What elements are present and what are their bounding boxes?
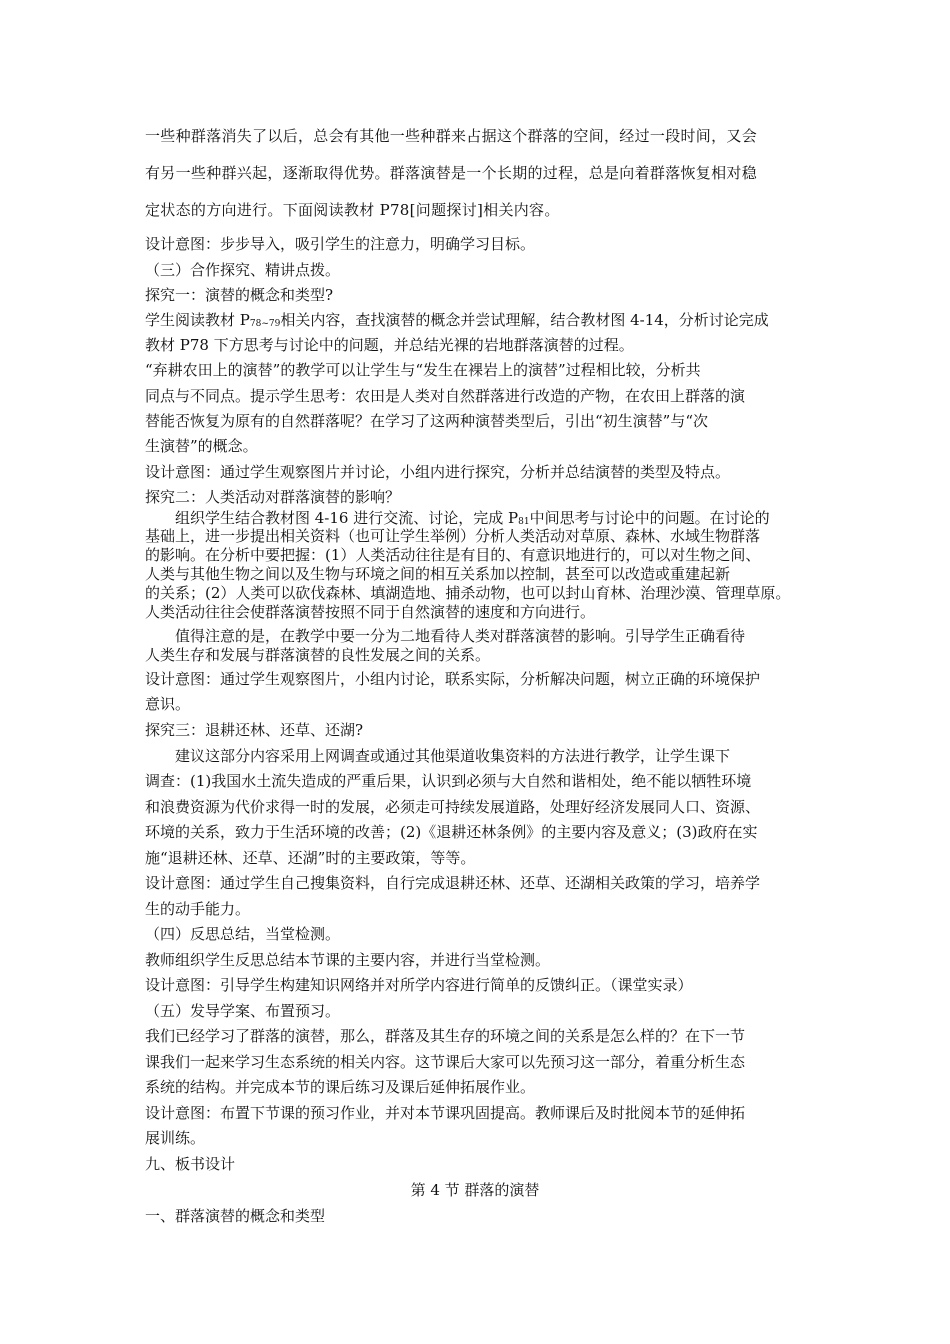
- paragraph-line: 定状态的方向进行。下面阅读教材 P78[问题探讨]相关内容。: [145, 201, 560, 219]
- paragraph-line: 同点与不同点。提示学生思考：农田是人类对自然群落进行改造的产物，在农田上群落的演: [145, 387, 746, 405]
- board-item: 一、群落演替的概念和类型: [145, 1207, 326, 1225]
- paragraph-line: 建议这部分内容采用上网调查或通过其他渠道收集资料的方法进行教学，让学生课下: [175, 747, 731, 765]
- paragraph-line: 的影响。在分析中要把握：(1）人类活动往往是有目的、有意识地进行的，可以对生物之间、: [145, 546, 761, 564]
- design-intent: 设计意图：布置下节课的预习作业，并对本节课巩固提高。教师课后及时批阅本节的延伸拓: [145, 1104, 746, 1122]
- design-intent: 展训练。: [145, 1129, 206, 1147]
- text-run: 组织学生结合教材图 4-16 进行交流、讨论，完成 P: [175, 509, 519, 527]
- explore-heading: 探究一：演替的概念和类型?: [145, 286, 334, 304]
- section-heading: （五）发导学案、布置预习。: [145, 1002, 341, 1020]
- explore-heading: 探究三：退耕还林、还草、还湖?: [145, 721, 364, 739]
- text-run: 中间思考与讨论中的问题。在讨论的: [529, 509, 770, 527]
- design-intent: 意识。: [145, 695, 191, 713]
- paragraph-line: 一些种群落消失了以后，总会有其他一些种群来占据这个群落的空间，经过一段时间，又会: [145, 127, 758, 145]
- paragraph-line: 环境的关系，致力于生活环境的改善；(2)《退耕还林条例》的主要内容及意义；(3)政府在实: [145, 823, 758, 841]
- paragraph-line: 有另一些种群兴起，逐渐取得优势。群落演替是一个长期的过程，总是向着群落恢复相对稳: [145, 164, 758, 182]
- text-run: 相关内容，查找演替的概念并尝试理解，结合教材图 4-14，分析讨论完成: [280, 311, 769, 329]
- paragraph-line: 课我们一起来学习生态系统的相关内容。这节课后大家可以先预习这一部分，着重分析生态: [145, 1053, 746, 1071]
- paragraph-line: 教材 P78 下方思考与讨论中的问题，并总结光裸的岩地群落演替的过程。: [145, 336, 634, 354]
- section-heading: （四）反思总结，当堂检测。: [145, 925, 341, 943]
- paragraph-line: 施“退耕还林、还草、还湖”时的主要政策，等等。: [145, 849, 476, 867]
- paragraph-line: 基础上，进一步提出相关资料（也可让学生举例）分析人类活动对草原、森林、水域生物群落: [145, 527, 761, 545]
- paragraph-line: 教师组织学生反思总结本节课的主要内容，并进行当堂检测。: [145, 951, 551, 969]
- paragraph-line: 值得注意的是，在教学中要一分为二地看待人类对群落演替的影响。引导学生正确看待: [175, 627, 746, 645]
- section-heading: （三）合作探究、精讲点拨。: [145, 261, 341, 279]
- design-intent: 设计意图：通过学生观察图片，小组内讨论，联系实际，分析解决问题，树立正确的环境保护: [145, 670, 761, 688]
- design-intent: 设计意图：通过学生观察图片并讨论，小组内进行探究，分析并总结演替的类型及特点。: [145, 463, 731, 481]
- paragraph-line: 生演替”的概念。: [145, 437, 258, 455]
- explore-heading: 探究二：人类活动对群落演替的影响？: [145, 488, 401, 506]
- paragraph-line: 调查：(1)我国水土流失造成的严重后果，认识到必须与大自然和谐相处，绝不能以牺牲环境: [145, 772, 752, 790]
- paragraph-line: 和浪费资源为代价求得一时的发展，必须走可持续发展道路，处理好经济发展同人口、资源、: [145, 798, 761, 816]
- paragraph-line: “弃耕农田上的演替”的教学可以让学生与“发生在裸岩上的演替”过程相比较，分析共: [145, 361, 701, 379]
- section-heading: 九、板书设计: [145, 1155, 236, 1173]
- page-range-subscript: 78~79: [249, 319, 281, 329]
- design-intent: 设计意图：步步导入，吸引学生的注意力，明确学习目标。: [145, 235, 536, 253]
- board-title: 第 4 节 群落的演替: [410, 1181, 540, 1199]
- paragraph-line: 人类活动往往会使群落演替按照不同于自然演替的速度和方向进行。: [145, 603, 596, 621]
- paragraph-line: 替能否恢复为原有的自然群落呢？在学习了这两种演替类型后，引出“初生演替”与“次: [145, 412, 709, 430]
- paragraph-line: 的关系；(2）人类可以砍伐森林、填湖造地、捕杀动物，也可以封山育林、治理沙漠、管理草原。: [145, 584, 791, 602]
- paragraph-line: 系统的结构。并完成本节的课后练习及课后延伸拓展作业。: [145, 1078, 536, 1096]
- design-intent: 设计意图：引导学生构建知识网络并对所学内容进行简单的反馈纠正。（课堂实录）: [145, 976, 693, 994]
- paragraph-line: 人类与其他生物之间以及生物与环境之间的相互关系加以控制，甚至可以改造或重建起新: [145, 565, 731, 583]
- page-subscript: 81: [518, 517, 530, 527]
- design-intent: 设计意图：通过学生自己搜集资料，自行完成退耕还林、还草、还湖相关政策的学习，培养学: [145, 874, 761, 892]
- design-intent: 生的动手能力。: [145, 900, 251, 918]
- paragraph-line: 人类生存和发展与群落演替的良性发展之间的关系。: [145, 646, 491, 664]
- paragraph-line: 我们已经学习了群落的演替，那么，群落及其生存的环境之间的关系是怎么样的？在下一节: [145, 1027, 746, 1045]
- paragraph-line: [145, 310, 769, 334]
- text-run: 学生阅读教材 P: [145, 311, 250, 329]
